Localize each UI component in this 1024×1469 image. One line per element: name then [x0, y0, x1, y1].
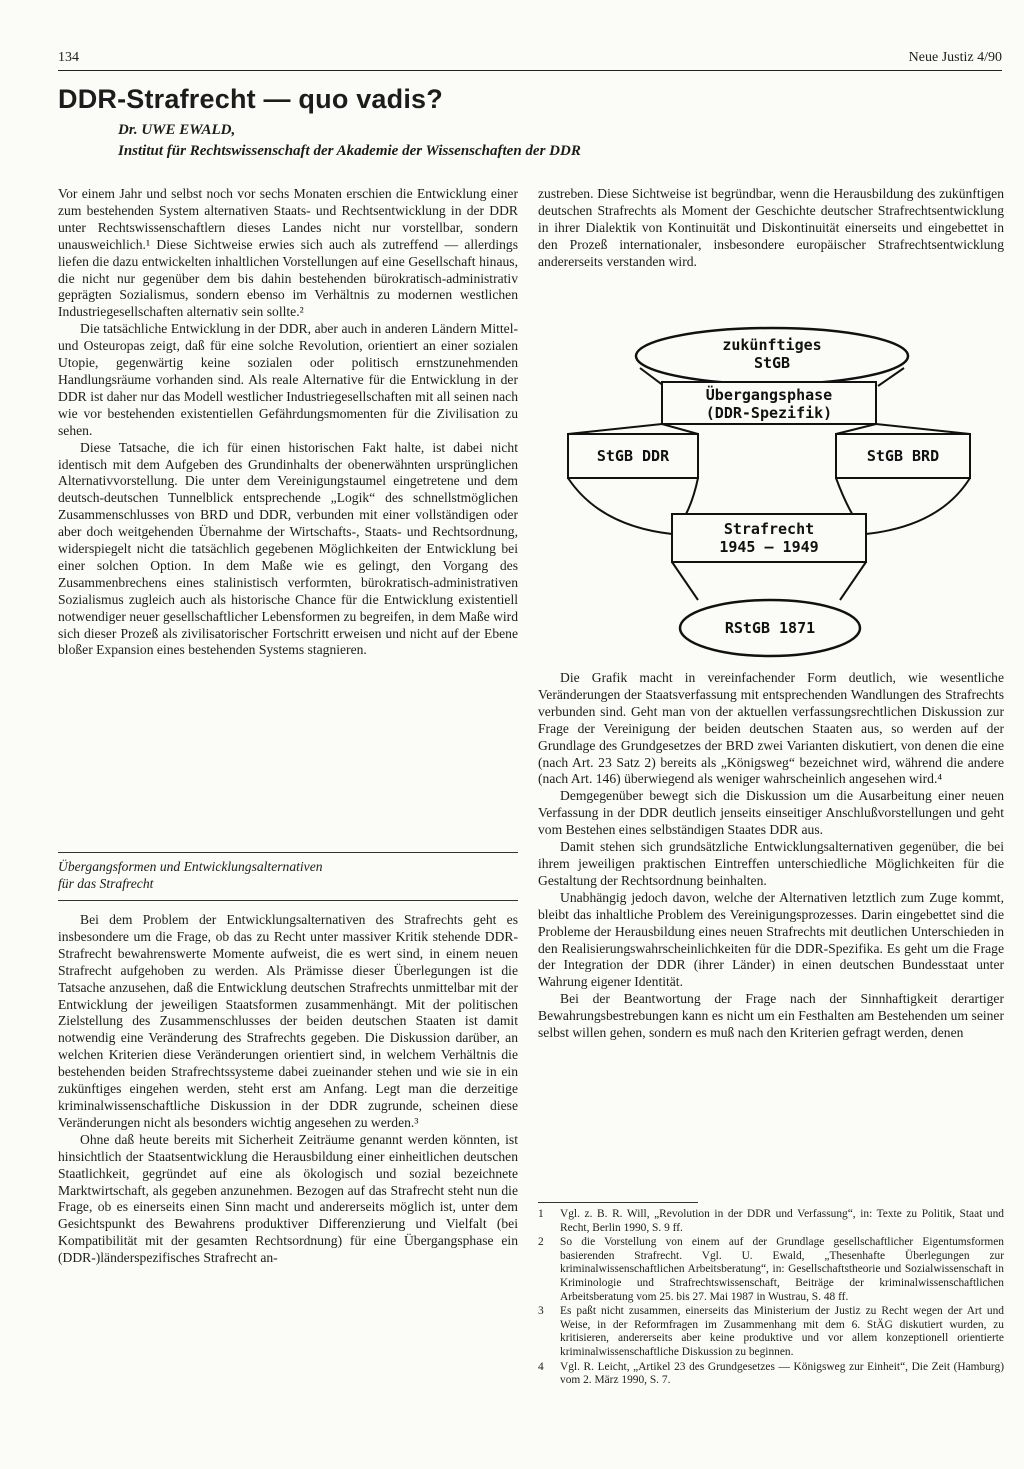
diagram-connector: [876, 424, 970, 434]
paragraph: Unabhängig jedoch davon, welche der Alternativen letztlich zum Zuge kommt, bleibt das inhaltliche Problem des Vereinigungsprozesses. Darin eingebettet sind die Probleme der Herausbildung eines neuen Strafrechts mit deutlichen Unterschieden in den Realisierungswahrscheinlichkeiten für die DDR-Spezifika. Es geht um die Frage der Integration der DDR (ihrer Länder) in einen deutschen Bundesstaat unter Wahrung eigener Identität.: [538, 889, 1004, 990]
diagram-connector: [836, 424, 876, 434]
article-title: DDR-Strafrecht — quo vadis?: [58, 84, 443, 114]
footnote-number: 4: [538, 1360, 544, 1373]
author-institute: Institut für Rechtswissenschaft der Akademie der Wissenschaften der DDR: [118, 143, 581, 159]
diagram-funnel-line: [640, 368, 664, 386]
page-number: 134: [58, 50, 79, 65]
footnote: [538, 1361, 1004, 1388]
paragraph: Demgegenüber bewegt sich die Diskussion um die Ausarbeitung einer neuen Verfassung in der DDR deutlich jenseits einseitiger Anschlußvorstellungen und geht vom Bestehen eines selbständigen Staates DDR aus.: [538, 788, 1004, 838]
diagram-middle-label: (DDR-Spezifik): [705, 404, 833, 422]
diagram-left-label: StGB DDR: [596, 447, 670, 465]
footnote: [538, 1305, 1004, 1359]
footnote: [538, 1208, 1004, 1235]
diagram-top-label: zukünftiges: [722, 336, 822, 354]
footnote-number: 2: [538, 1236, 544, 1249]
paragraph: Die Grafik macht in vereinfachender Form deutlich, wie wesentliche Veränderungen der Staatsverfassung mit entsprechenden Wandlungen des Strafrechts verbunden sind. Geht man von der aktuellen verfassungsrechtlichen Diskussion zur Frage der Vereinigung der beiden deutschen Staaten aus, so werden auf der Grundlage des Grundgesetzes der BRD zwei Varianten diskutiert, von denen die eine (nach Art. 23 Satz 2) bereits als „Königsweg“ bezeichnet wird, während die andere (nach Art. 146) überwiegend als weniger wahrscheinlich angesehen wird.⁴: [538, 670, 1004, 787]
right-column-top: [538, 186, 1004, 271]
paragraph: Vor einem Jahr und selbst noch vor sechs Monaten erschien die Entwicklung einer zum bestehenden System alternativen Staats- und Rechtsentwicklung in der DDR unter Rechtswissenschaftlern dieses Landes nicht nur vorstellbar, sondern unausweichlich.¹ Diese Sichtweise erwies sich auch als zutreffend — allerdings liefen die dazu entwickelten inhaltlichen Vorstellungen auf eine Gesellschaft hinaus, die nicht nur gegenüber dem bis dahin bestehenden bürokratisch-administrativ geprägten Sozialismus, sondern ebenso im Verhältnis zu modernen westlichen Industriegesellschaften alternativ sein sollte.²: [58, 186, 518, 320]
left-column-top: [58, 186, 518, 659]
diagram-right-label: StGB BRD: [866, 447, 940, 465]
diagram-connector: [568, 424, 662, 434]
diagram-lower-label: Strafrecht: [723, 520, 815, 538]
header-rule: [58, 70, 1002, 71]
diagram-middle-label: Übergangsphase: [705, 386, 833, 404]
paragraph: Bei der Beantwortung der Frage nach der Sinnhaftigkeit derartiger Bewahrungsbestrebungen kann es nicht um ein Festhalten am Bestehenden um seiner selbst willen gehen, sondern es muß nach den Kriterien gefragt werden, denen: [538, 991, 1004, 1041]
section-heading-line: für das Strafrecht: [58, 876, 154, 891]
diagram-svg: [560, 316, 980, 662]
footnote-text: Vgl. z. B. R. Will, „Revolution in der DDR und Verfassung“, in: Texte zu Politik, Staat und Recht, Berlin 1990, S. 9 ff.: [560, 1208, 1004, 1234]
footnote-text: So die Vorstellung von einem auf der Grundlage gesellschaftlicher Eigentumsformen basierenden Strafrecht. Vgl. U. Ewald, „Thesenhafte Überlegungen zur kriminalwissenschaftlichen Arbeitsberatung“, in: Gesellschaftstheorie und Sozialwissenschaft in Kriminologie und Strafrechtswissenschaft, Beiträge der kriminalwissenschaftlichen Arbeitsberatung vom 25. bis 27. Mai 1987 in Wustrau, S. 48 ff.: [560, 1236, 1004, 1303]
paragraph: Diese Tatsache, die ich für einen historischen Fakt halte, ist dabei nicht identisch mit dem Aufgeben des Grundinhalts der obenerwähnten ursprünglichen Alternativvorstellung. Die unter dem Vereinigungstaumel eingetretene und dem deutsch-deutschen Tunnelblick entsprechende „Logik“ des schnellstmöglichen Zusammenschlusses von BRD und DDR, verbunden mit einer vollständigen oder aber doch weitgehenden Übernahme der Wirtschafts-, Staats- und Rechtsordnung, widerspiegelt nicht die tatsächlich gegebenen Möglichkeiten der Entwicklung bei einer solchen Option. In dem Maße wie es gelingt, den Vorgang des Zusammenbrechens eines stalinistisch verformten, bürokratisch-administrativen Sozialismus zugleich auch als historische Chance für die Entwicklung existentiell notwendiger neuer gesellschaftlicher Lebensformen zu begreifen, in dem Maße wird sich dieser Prozeß als zivilisatorischer Fortschritt erweisen und nicht auf der Ebene bloßer Expansion eines bestehenden Systems stagnieren.: [58, 439, 518, 658]
journal-issue: Neue Justiz 4/90: [908, 50, 1002, 65]
diagram-top-label: StGB: [753, 354, 791, 372]
section-heading-line: Übergangsformen und Entwicklungsalternativen: [58, 859, 323, 874]
footnote-text: Es paßt nicht zusammen, einerseits das Ministerium der Justiz zu Recht wegen der Art und Weise, in der Reformfragen im Zusammenhang mit dem 6. StÄG diskutiert wurden, zu kritisieren, andererseits aber keine produktive und vor allem konzeptionell orientierte kriminalwissenschaftliche Diskussion zu beginnen.: [560, 1305, 1004, 1358]
paragraph: Ohne daß heute bereits mit Sicherheit Zeiträume genannt werden könnten, ist hinsichtlich der Staatsentwicklung die Herausbildung einer einheitlichen deutschen Staatlichkeit, gegründet auf eine als ökologisch und sozial bezeichnete Marktwirtschaft, als gegeben anzunehmen. Bezogen auf das Strafrecht steht nun die Frage, ob es einerseits einen Sinn macht und andererseits möglich ist, unter dem Gesichtspunkt des Bewahrens produktiver Differenzierung und Vielfalt (bei Kompatibilität mit der gesamten Rechtsordnung) für eine Übergangsphase ein (DDR-)länderspezifisches Strafrecht an-: [58, 1131, 518, 1266]
section-rule-bottom: [58, 900, 518, 901]
footnotes: [538, 1208, 1004, 1389]
author-name: Dr. UWE EWALD,: [118, 122, 236, 138]
right-column-bottom: [538, 670, 1004, 1042]
footnote-number: 3: [538, 1305, 544, 1318]
left-column-bottom: [58, 912, 518, 1267]
footnote-rule: [538, 1202, 698, 1203]
footnote-number: 1: [538, 1208, 544, 1220]
diagram-funnel-line: [672, 562, 698, 600]
diagram-curve: [866, 478, 970, 534]
paragraph: Damit stehen sich grundsätzliche Entwicklungsalternativen gegenüber, die bei ihrem jeweiligen praktischen Eintreffen unterschiedliche Möglichkeiten für die Gestaltung der Rechtsordnung beinhalten.: [538, 839, 1004, 888]
paragraph: Bei dem Problem der Entwicklungsalternativen des Strafrechts geht es insbesondere um die Frage, ob das zu Recht unter massiver Kritik stehende DDR-Strafrecht bewahrenswerte Momente aufweist, die es wert sind, in einem neuen Strafrecht aufgehoben zu werden. Als Prämisse dieser Überlegungen ist die Tatsache anzusehen, daß die Entwicklung deutschen Strafrechts unmittelbar mit der Entwicklung der jeweiligen Staatsformen zusammenhängt. Mit der politischen Zielstellung des Zusammenschlusses der beiden deutschen Staaten ist damit notwendig eine Veränderung des Strafrechts gegeben. Die Diskussion darüber, an welchen Kriterien diese Veränderungen orientiert sind, in welchem Verhältnis die bestehenden beiden Strafrechtssysteme dabei zueinander stehen und wie sie in ein zukünftiges eingehen werden, steht erst am Anfang. Legt man die derzeitige kriminalwissenschaftliche Diskussion in der DDR zugrunde, scheinen diese Veränderungen nicht als besonders wichtig angesehen zu werden.³: [58, 912, 518, 1130]
paragraph: zustreben. Diese Sichtweise ist begründbar, wenn die Herausbildung des zukünftigen deutschen Strafrechts als Moment der Geschichte deutscher Strafrechtsentwicklung in ihrer Dialektik von Kontinuität und Diskontinuität einerseits und eingebettet in den Prozeß internationaler, insbesondere europäischer Strafrechtsentwicklung andererseits verstanden wird.: [538, 186, 1004, 269]
law-history-diagram: [560, 316, 980, 662]
paragraph: Die tatsächliche Entwicklung in der DDR, aber auch in anderen Ländern Mittel- und Osteuropas zeigt, daß für eine solche Revolution, orientiert an einer sozialen Utopie, gegenwärtig keine sozialen oder politisch ernstzunehmenden Handlungsräume vorhanden sind. Als reale Alternative für die Entwicklung in der DDR ist daher nur das Modell westlicher Industriegesellschaften mit all seinen nach wie vor bestehenden existentiellen Gefährdungsmomenten für die Zivilisation zu sehen.: [58, 321, 518, 438]
diagram-connector: [662, 424, 698, 434]
diagram-funnel-line: [840, 562, 866, 600]
diagram-lower-label: 1945 — 1949: [719, 538, 819, 556]
section-rule-top: [58, 852, 518, 853]
diagram-curve: [568, 478, 672, 534]
footnote-text: Vgl. R. Leicht, „Artikel 23 des Grundgesetzes — Königsweg zur Einheit“, Die Zeit (Hamburg) vom 2. März 1990, S. 7.: [560, 1360, 1004, 1387]
section-heading: [58, 858, 518, 892]
diagram-bottom-label: RStGB 1871: [724, 619, 816, 637]
footnote: [538, 1236, 1004, 1304]
